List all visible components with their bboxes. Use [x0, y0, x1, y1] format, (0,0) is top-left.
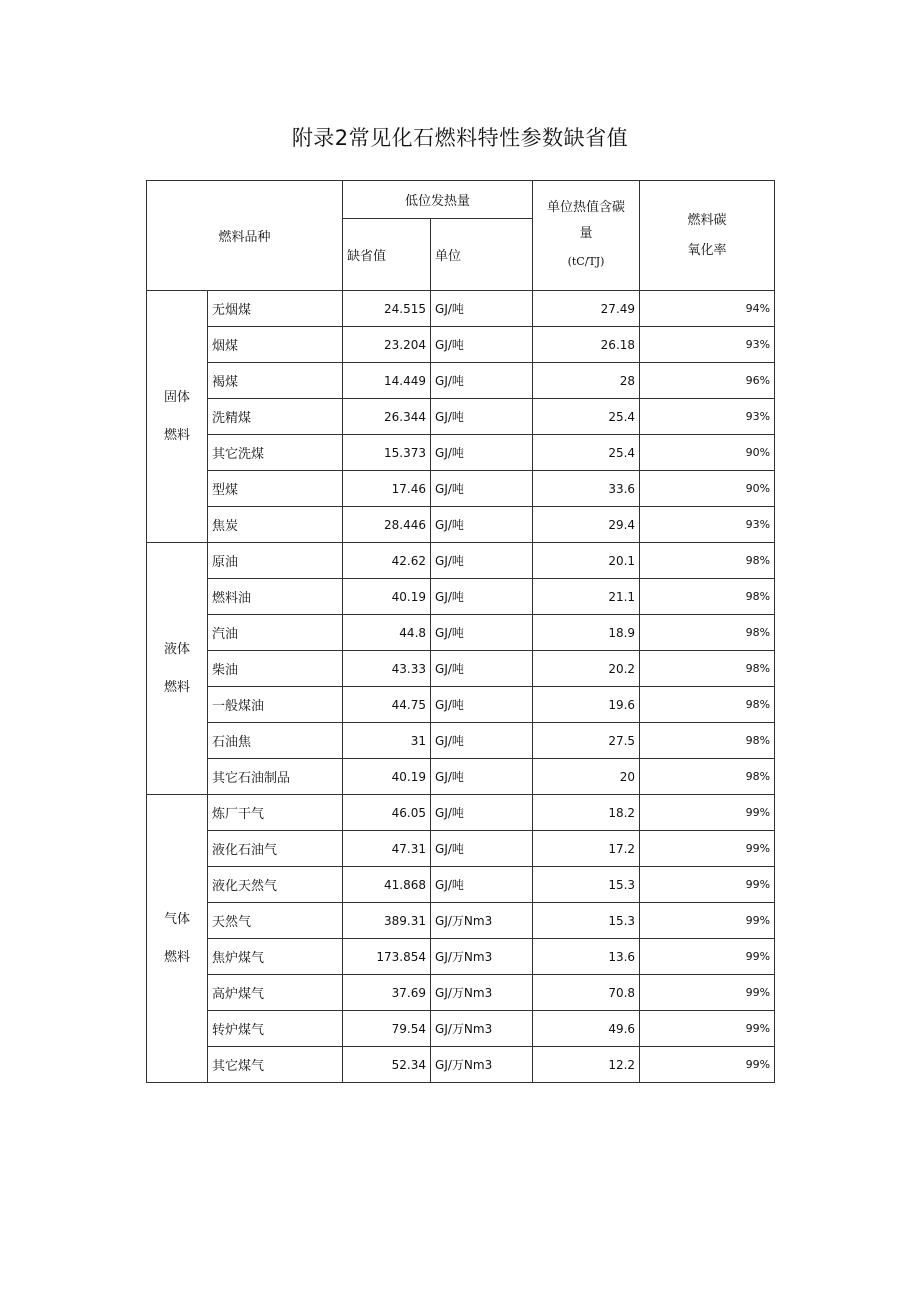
header-carbon-unit: (tC/TJ)	[567, 254, 605, 268]
unit-cell: GJ/吨	[431, 615, 533, 651]
fuel-name-cell: 一般煤油	[208, 687, 343, 723]
fuel-name-cell: 其它洗煤	[208, 435, 343, 471]
carbon-content-cell: 27.5	[533, 723, 640, 759]
fuel-name-cell: 洗精煤	[208, 399, 343, 435]
carbon-content-cell: 18.9	[533, 615, 640, 651]
carbon-content-cell: 12.2	[533, 1047, 640, 1083]
unit-cell: GJ/万Nm3	[431, 1047, 533, 1083]
unit-cell: GJ/万Nm3	[431, 1011, 533, 1047]
group-label-line1: 液体	[163, 641, 190, 657]
carbon-content-cell: 20	[533, 759, 640, 795]
oxidation-rate-cell: 99%	[640, 831, 775, 867]
unit-cell: GJ/吨	[431, 723, 533, 759]
carbon-content-cell: 33.6	[533, 471, 640, 507]
header-oxidation-line1: 燃料碳	[687, 212, 727, 228]
table-row	[147, 723, 775, 759]
table-row	[147, 903, 775, 939]
unit-cell: GJ/吨	[431, 579, 533, 615]
table-row	[147, 1011, 775, 1047]
fuel-name-cell: 原油	[208, 543, 343, 579]
default-value-cell: 28.446	[343, 507, 431, 543]
default-value-cell: 40.19	[343, 759, 431, 795]
header-calorific-group: 低位发热量	[343, 181, 533, 219]
group-label-cell	[147, 291, 208, 543]
table-row	[147, 399, 775, 435]
carbon-content-cell: 25.4	[533, 399, 640, 435]
carbon-content-cell: 18.2	[533, 795, 640, 831]
oxidation-rate-cell: 99%	[640, 975, 775, 1011]
default-value-cell: 173.854	[343, 939, 431, 975]
group-label-line2: 燃料	[163, 679, 190, 695]
oxidation-rate-cell: 98%	[640, 759, 775, 795]
table-row	[147, 795, 775, 831]
default-value-cell: 47.31	[343, 831, 431, 867]
unit-cell: GJ/吨	[431, 795, 533, 831]
header-fuel-type: 燃料品种	[147, 181, 343, 291]
table-row	[147, 471, 775, 507]
unit-cell: GJ/万Nm3	[431, 903, 533, 939]
oxidation-rate-cell: 99%	[640, 1047, 775, 1083]
fuel-name-cell: 无烟煤	[208, 291, 343, 327]
fuel-parameters-table	[146, 180, 775, 1083]
table-row	[147, 363, 775, 399]
header-carbon-line2: 量	[579, 225, 593, 241]
fuel-name-cell: 其它石油制品	[208, 759, 343, 795]
fuel-name-cell: 汽油	[208, 615, 343, 651]
oxidation-rate-cell: 98%	[640, 651, 775, 687]
fuel-name-cell: 烟煤	[208, 327, 343, 363]
unit-cell: GJ/吨	[431, 435, 533, 471]
default-value-cell: 44.8	[343, 615, 431, 651]
table-row	[147, 579, 775, 615]
oxidation-rate-cell: 98%	[640, 615, 775, 651]
header-row-1	[147, 181, 775, 219]
carbon-content-cell: 25.4	[533, 435, 640, 471]
unit-cell: GJ/万Nm3	[431, 939, 533, 975]
default-value-cell: 14.449	[343, 363, 431, 399]
default-value-cell: 26.344	[343, 399, 431, 435]
fuel-name-cell: 转炉煤气	[208, 1011, 343, 1047]
default-value-cell: 24.515	[343, 291, 431, 327]
oxidation-rate-cell: 98%	[640, 579, 775, 615]
carbon-content-cell: 20.1	[533, 543, 640, 579]
fuel-name-cell: 焦炭	[208, 507, 343, 543]
oxidation-rate-cell: 96%	[640, 363, 775, 399]
table-row	[147, 435, 775, 471]
oxidation-rate-cell: 93%	[640, 507, 775, 543]
oxidation-rate-cell: 90%	[640, 471, 775, 507]
default-value-cell: 42.62	[343, 543, 431, 579]
carbon-content-cell: 17.2	[533, 831, 640, 867]
table-row	[147, 543, 775, 579]
carbon-content-cell: 15.3	[533, 867, 640, 903]
unit-cell: GJ/万Nm3	[431, 975, 533, 1011]
unit-cell: GJ/吨	[431, 543, 533, 579]
fuel-name-cell: 焦炉煤气	[208, 939, 343, 975]
oxidation-rate-cell: 99%	[640, 903, 775, 939]
default-value-cell: 389.31	[343, 903, 431, 939]
default-value-cell: 17.46	[343, 471, 431, 507]
header-carbon-line1: 单位热值含碳	[547, 199, 626, 215]
fuel-name-cell: 液化天然气	[208, 867, 343, 903]
default-value-cell: 46.05	[343, 795, 431, 831]
default-value-cell: 44.75	[343, 687, 431, 723]
fuel-name-cell: 褐煤	[208, 363, 343, 399]
fuel-name-cell: 柴油	[208, 651, 343, 687]
carbon-content-cell: 13.6	[533, 939, 640, 975]
carbon-content-cell: 27.49	[533, 291, 640, 327]
unit-cell: GJ/吨	[431, 471, 533, 507]
carbon-content-cell: 70.8	[533, 975, 640, 1011]
header-oxidation-rate	[640, 181, 775, 291]
default-value-cell: 15.373	[343, 435, 431, 471]
oxidation-rate-cell: 99%	[640, 939, 775, 975]
oxidation-rate-cell: 99%	[640, 795, 775, 831]
header-carbon-content	[533, 181, 640, 291]
unit-cell: GJ/吨	[431, 831, 533, 867]
oxidation-rate-cell: 94%	[640, 291, 775, 327]
header-default-value: 缺省值	[343, 219, 431, 291]
default-value-cell: 43.33	[343, 651, 431, 687]
default-value-cell: 79.54	[343, 1011, 431, 1047]
carbon-content-cell: 20.2	[533, 651, 640, 687]
fuel-name-cell: 其它煤气	[208, 1047, 343, 1083]
oxidation-rate-cell: 98%	[640, 543, 775, 579]
group-label-line2: 燃料	[163, 427, 190, 443]
oxidation-rate-cell: 93%	[640, 327, 775, 363]
unit-cell: GJ/吨	[431, 399, 533, 435]
table-row	[147, 759, 775, 795]
oxidation-rate-cell: 90%	[640, 435, 775, 471]
group-label-cell	[147, 795, 208, 1083]
table-row	[147, 975, 775, 1011]
fuel-name-cell: 天然气	[208, 903, 343, 939]
unit-cell: GJ/吨	[431, 291, 533, 327]
table-row	[147, 291, 775, 327]
group-label-line1: 固体	[163, 389, 190, 405]
fuel-name-cell: 型煤	[208, 471, 343, 507]
table-row	[147, 1047, 775, 1083]
oxidation-rate-cell: 98%	[640, 687, 775, 723]
group-label-cell	[147, 543, 208, 795]
carbon-content-cell: 28	[533, 363, 640, 399]
oxidation-rate-cell: 93%	[640, 399, 775, 435]
page-title: 附录2常见化石燃料特性参数缺省值	[291, 126, 629, 150]
carbon-content-cell: 15.3	[533, 903, 640, 939]
table-row	[147, 651, 775, 687]
fuel-name-cell: 燃料油	[208, 579, 343, 615]
table-row	[147, 867, 775, 903]
table-row	[147, 687, 775, 723]
carbon-content-cell: 29.4	[533, 507, 640, 543]
unit-cell: GJ/吨	[431, 867, 533, 903]
unit-cell: GJ/吨	[431, 759, 533, 795]
table-row	[147, 831, 775, 867]
table-row	[147, 327, 775, 363]
carbon-content-cell: 26.18	[533, 327, 640, 363]
default-value-cell: 40.19	[343, 579, 431, 615]
oxidation-rate-cell: 98%	[640, 723, 775, 759]
header-unit: 单位	[431, 219, 533, 291]
fuel-name-cell: 高炉煤气	[208, 975, 343, 1011]
header-oxidation-line2: 氧化率	[687, 242, 727, 258]
default-value-cell: 52.34	[343, 1047, 431, 1083]
default-value-cell: 23.204	[343, 327, 431, 363]
table-body	[147, 181, 775, 1083]
default-value-cell: 31	[343, 723, 431, 759]
unit-cell: GJ/吨	[431, 507, 533, 543]
unit-cell: GJ/吨	[431, 651, 533, 687]
unit-cell: GJ/吨	[431, 327, 533, 363]
oxidation-rate-cell: 99%	[640, 867, 775, 903]
carbon-content-cell: 21.1	[533, 579, 640, 615]
default-value-cell: 41.868	[343, 867, 431, 903]
group-label-line1: 气体	[163, 911, 190, 927]
table-row	[147, 507, 775, 543]
unit-cell: GJ/吨	[431, 687, 533, 723]
carbon-content-cell: 19.6	[533, 687, 640, 723]
default-value-cell: 37.69	[343, 975, 431, 1011]
table-row	[147, 615, 775, 651]
fuel-name-cell: 液化石油气	[208, 831, 343, 867]
oxidation-rate-cell: 99%	[640, 1011, 775, 1047]
unit-cell: GJ/吨	[431, 363, 533, 399]
fuel-name-cell: 石油焦	[208, 723, 343, 759]
carbon-content-cell: 49.6	[533, 1011, 640, 1047]
group-label-line2: 燃料	[163, 949, 190, 965]
fuel-name-cell: 炼厂干气	[208, 795, 343, 831]
table-row	[147, 939, 775, 975]
